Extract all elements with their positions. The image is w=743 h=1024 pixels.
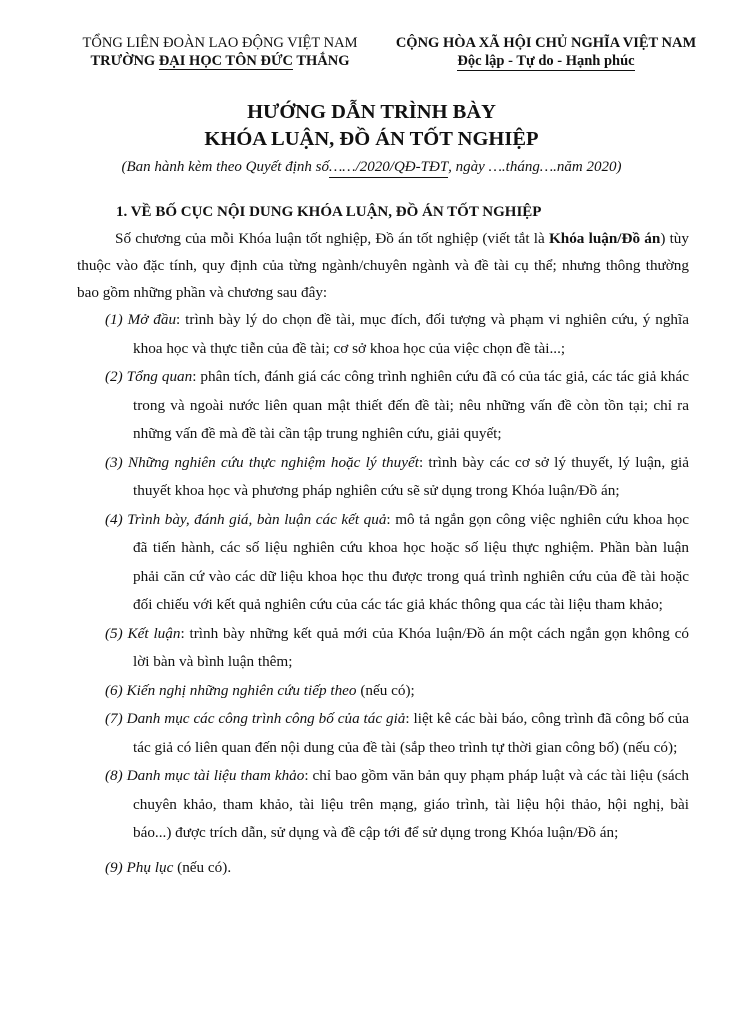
item-text: (nếu có); xyxy=(356,681,415,699)
item-text: (nếu có). xyxy=(173,858,232,876)
list-item xyxy=(105,620,689,677)
item-text: : trình bày lý do chọn đề tài, mục đích, đối tượng và phạm vi nghiên cứu, ý nghĩa khoa học và thực tiễn của đề tài; cơ sở khoa học của việc chọn đề tài...; xyxy=(133,311,689,357)
organization-name: TỔNG LIÊN ĐOÀN LAO ĐỘNG VIỆT NAM xyxy=(82,35,358,51)
document-title-line1: HƯỚNG DẪN TRÌNH BÀY xyxy=(247,101,496,123)
list-item xyxy=(105,449,689,506)
header-right xyxy=(378,34,714,71)
header-left xyxy=(70,34,370,70)
item-text: : phân tích, đánh giá các công trình nghiên cứu đã có của tác giả, các tác giả khác trong và ngoài nước liên quan mật thiết đến đề tài; nêu những vấn đề còn tồn tại; chỉ ra những vấn đề mà đề tài cần tập trung nghiên cứu, giải quyết; xyxy=(133,368,689,442)
country-name: CỘNG HÒA XÃ HỘI CHỦ NGHĨA VIỆT NAM xyxy=(395,35,697,51)
intro-bold-term: Khóa luận/Đồ án xyxy=(548,230,661,247)
section-heading: 1. VỀ BỐ CỤC NỘI DUNG KHÓA LUẬN, ĐỒ ÁN TỐT NGHIỆP xyxy=(116,204,542,220)
school-underlined: ĐẠI HỌC TÔN ĐỨC xyxy=(158,53,293,69)
item-text: : liệt kê các bài báo, công trình đã công bố của tác giả có liên quan đến nội dung của đề tài (sắp theo trình tự thời gian công bố) (nếu có); xyxy=(133,710,689,756)
list-item xyxy=(105,854,689,883)
subtitle-prefix: (Ban hành kèm theo Quyết định số xyxy=(121,159,329,175)
item-text: : trình bày các cơ sở lý thuyết, lý luận, giả thuyết khoa học và phương pháp nghiên cứu sẽ sử dụng trong Khóa luận/Đồ án; xyxy=(133,453,689,499)
document-subtitle xyxy=(0,157,743,178)
item-number: (8) xyxy=(105,767,127,784)
list-item xyxy=(105,677,689,706)
subtitle-suffix: , ngày ….tháng….năm 2020) xyxy=(448,159,622,175)
school-prefix: TRƯỜNG xyxy=(90,53,159,69)
item-number: (4) xyxy=(105,510,128,528)
item-text: : trình bày những kết quả mới của Khóa luận/Đồ án một cách ngắn gọn không có lời bàn và bình luận thêm; xyxy=(133,624,689,670)
list-item xyxy=(105,306,689,363)
school-name xyxy=(70,52,370,70)
item-lead: Trình bày, đánh giá, bàn luận các kết quả xyxy=(127,510,387,528)
list-item xyxy=(105,363,689,449)
item-lead: Phụ lục xyxy=(126,858,174,876)
item-text: : mô tả ngắn gọn công việc nghiên cứu khoa học đã tiến hành, các số liệu nghiên cứu khoa học hoặc số liệu thực nghiệm. Phần bàn luận phải căn cứ vào các dữ liệu khoa học thu được trong quá trình nghiên cứu của đề tài hoặc đối chiếu với kết quả nghiên cứu của các tác giả khác thông qua các tài liệu tham khảo; xyxy=(133,510,690,613)
list-item xyxy=(105,705,689,762)
item-lead: Mở đầu xyxy=(127,311,177,328)
item-number: (1) xyxy=(105,311,128,328)
item-number: (7) xyxy=(105,710,127,727)
item-lead: Những nghiên cứu thực nghiệm hoặc lý thuyết xyxy=(127,453,419,471)
item-number: (6) xyxy=(105,681,127,699)
item-lead: Danh mục tài liệu tham khảo xyxy=(126,767,305,784)
list-item xyxy=(105,506,689,620)
intro-text-2: ) tùy thuộc vào đặc tính, quy định của từng ngành/chuyên ngành và đề tài cụ thể; nhưng thông thường bao gồm những phần và chương sau đây: xyxy=(77,230,689,301)
list-item xyxy=(105,762,689,848)
item-lead: Danh mục các công trình công bố của tác giả xyxy=(126,710,406,727)
item-lead: Kiến nghị những nghiên cứu tiếp theo xyxy=(126,681,357,699)
item-lead: Tổng quan xyxy=(126,368,193,385)
item-lead: Kết luận xyxy=(127,624,181,642)
subtitle-decision-number: ……/2020/QĐ-TĐT xyxy=(329,158,448,178)
item-number: (2) xyxy=(105,368,127,385)
item-number: (9) xyxy=(105,858,127,876)
item-text: : chỉ bao gồm văn bản quy phạm pháp luật và các tài liệu (sách chuyên khảo, tham khảo, tài liệu trên mạng, giáo trình, tài liệu hội thảo, hội nghị, bài báo...) được trích dẫn, sử dụng và đề cập tới để sử dụng trong Khóa luận/Đồ án; xyxy=(133,767,689,841)
section-body xyxy=(77,225,689,882)
school-suffix: THẮNG xyxy=(292,53,350,69)
intro-paragraph xyxy=(77,225,689,306)
intro-text-1: Số chương của mỗi Khóa luận tốt nghiệp, Đồ án tốt nghiệp (viết tắt là xyxy=(115,230,549,247)
item-number: (5) xyxy=(105,624,128,642)
national-motto: Độc lập - Tự do - Hạnh phúc xyxy=(457,53,635,69)
item-number: (3) xyxy=(105,453,128,471)
document-title-line2: KHÓA LUẬN, ĐỒ ÁN TỐT NGHIỆP xyxy=(204,128,539,150)
